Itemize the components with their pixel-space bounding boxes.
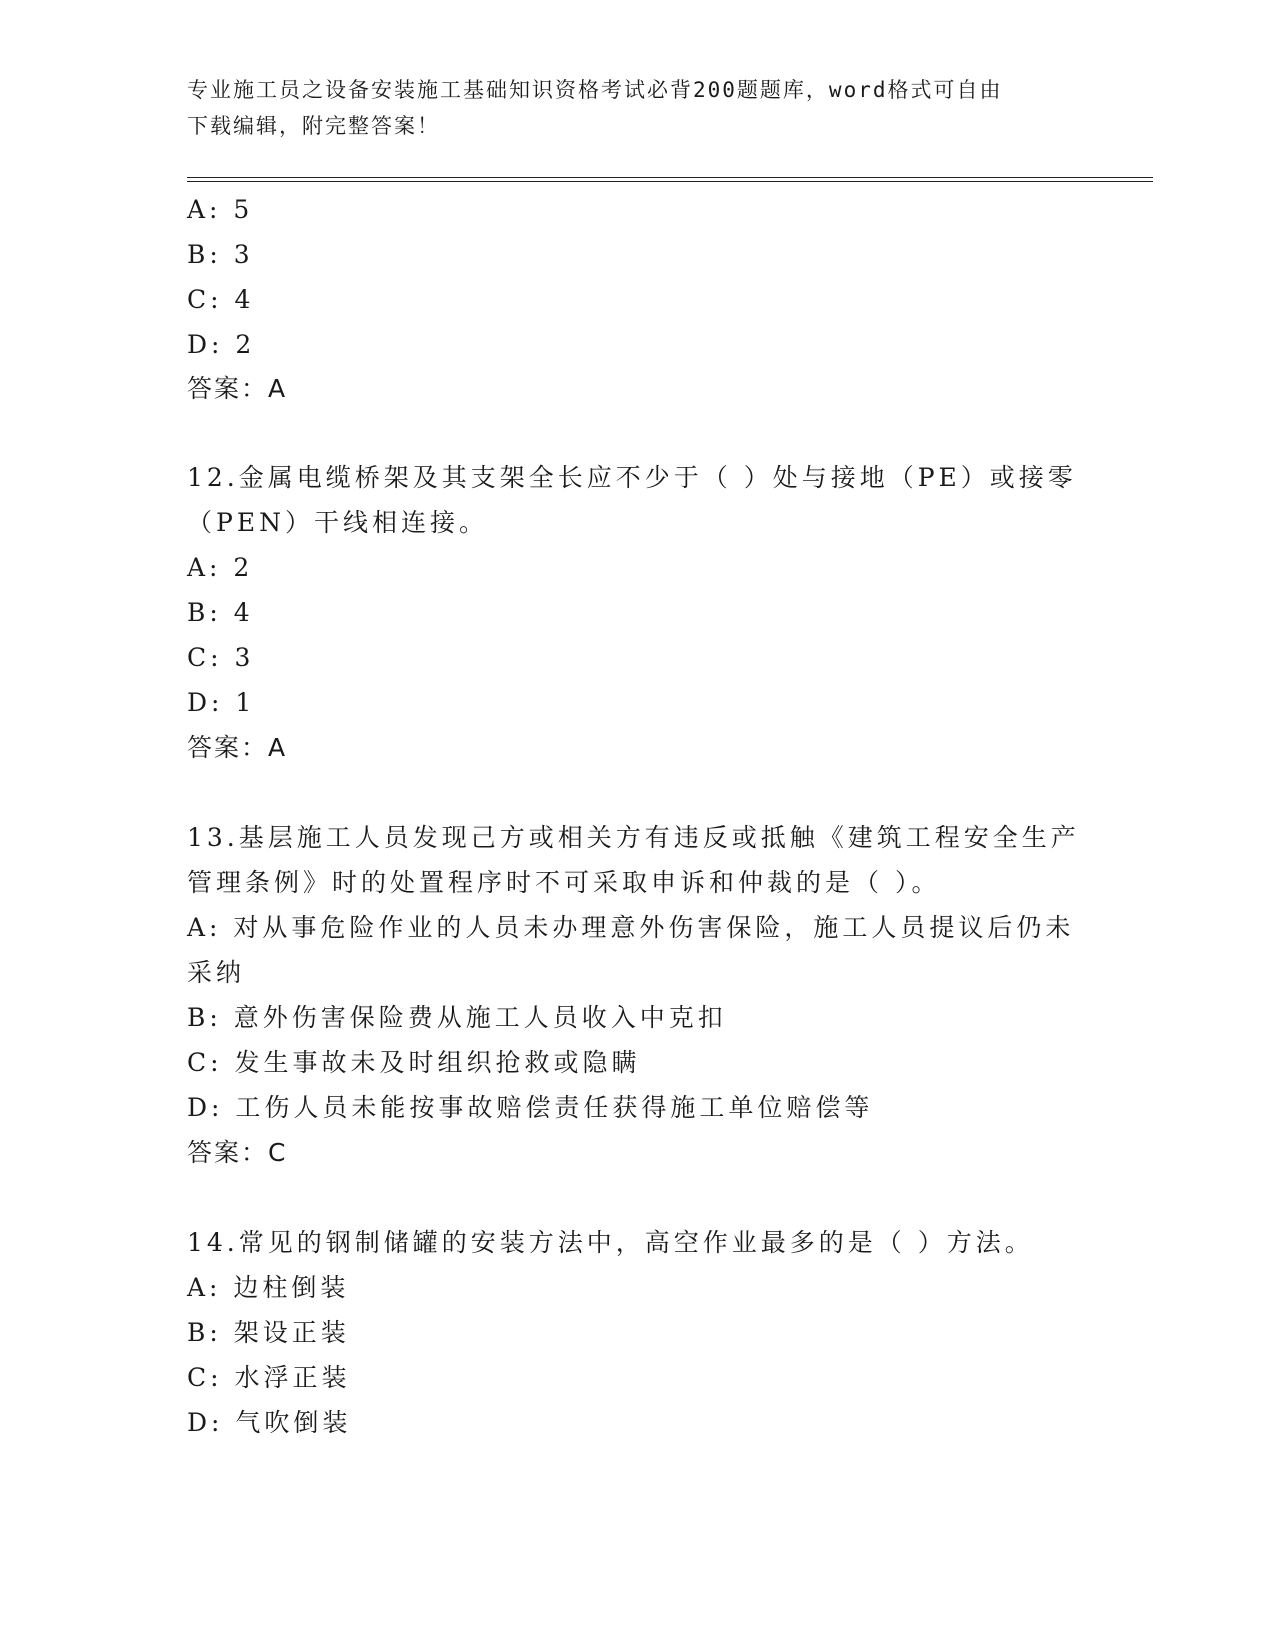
q13-option-c: C: 发生事故未及时组织抢救或隐瞒 — [187, 1048, 641, 1077]
q14-option-c: C: 水浮正装 — [187, 1363, 351, 1392]
q14-stem-line-1: 14.常见的钢制储罐的安装方法中，高空作业最多的是（ ）方法。 — [187, 1228, 1034, 1257]
q13-stem-line-1: 13.基层施工人员发现己方或相关方有违反或抵触《建筑工程安全生产 — [187, 823, 1080, 852]
q12-option-d: D: 1 — [187, 688, 256, 717]
q14-option-b: B: 架设正装 — [187, 1318, 350, 1347]
document-header — [187, 72, 1067, 144]
q12-option-a: A: 2 — [187, 553, 254, 582]
q13-option-a-line-2: 采纳 — [187, 958, 246, 987]
q11-option-b: B: 3 — [187, 240, 254, 269]
q13-option-a-line-1: A: 对从事危险作业的人员未办理意外伤害保险，施工人员提议后仍未 — [187, 913, 1075, 942]
q12-stem-line-1: 12.金属电缆桥架及其支架全长应不少于（ ）处与接地（PE）或接零 — [187, 463, 1077, 492]
header-divider-top — [187, 177, 1153, 178]
q12-option-c: C: 3 — [187, 643, 255, 672]
q12-stem-line-2: （PEN）干线相连接。 — [187, 508, 488, 537]
q12-option-b: B: 4 — [187, 598, 254, 627]
q11-option-a: A: 5 — [187, 195, 254, 224]
q11-answer: 答案：A — [187, 374, 288, 403]
q13-option-b: B: 意外伤害保险费从施工人员收入中克扣 — [187, 1003, 727, 1032]
header-line-2: 下载编辑，附完整答案！ — [187, 114, 440, 138]
q14-option-d: D: 气吹倒装 — [187, 1408, 352, 1437]
q12-answer: 答案：A — [187, 733, 288, 762]
q13-stem-line-2: 管理条例》时的处置程序时不可采取申诉和仲裁的是（ ）。 — [187, 868, 941, 897]
q14-option-a: A: 边柱倒装 — [187, 1273, 350, 1302]
q13-option-d: D: 工伤人员未能按事故赔偿责任获得施工单位赔偿等 — [187, 1093, 874, 1122]
header-divider-bottom — [187, 181, 1153, 182]
q13-answer: 答案：C — [187, 1138, 288, 1167]
q11-option-d: D: 2 — [187, 330, 256, 359]
header-line-1: 专业施工员之设备安装施工基础知识资格考试必背200题题库，word格式可自由 — [187, 78, 1003, 102]
q11-option-c: C: 4 — [187, 285, 255, 314]
